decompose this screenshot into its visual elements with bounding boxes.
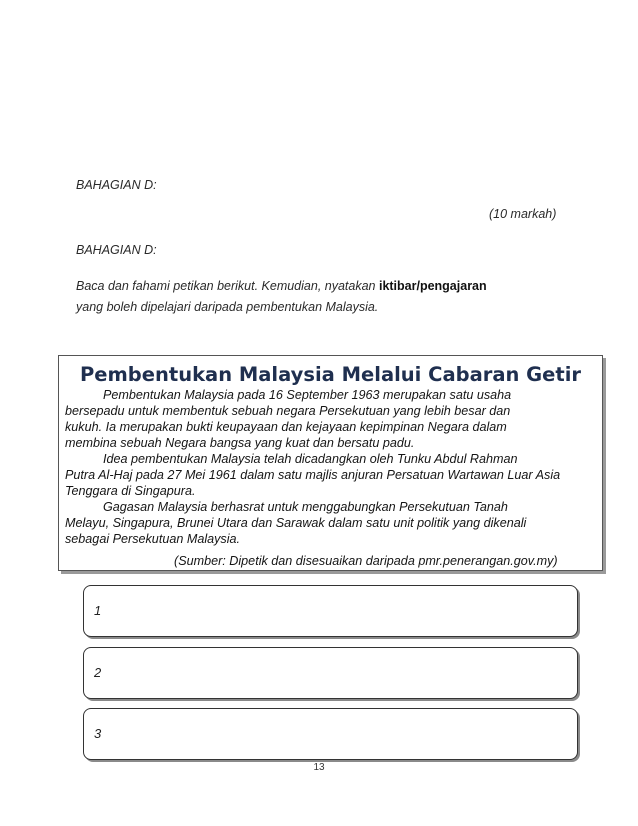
passage-line: sebagai Persekutuan Malaysia. bbox=[65, 532, 241, 546]
answer-number: 3 bbox=[94, 726, 102, 741]
passage-line: Melayu, Singapura, Brunei Utara dan Sarawak dalam satu unit politik yang dikenali bbox=[65, 516, 527, 530]
passage-source: (Sumber: Dipetik dan disesuaikan daripada pmr.penerangan.gov.my) bbox=[174, 554, 558, 568]
passage-line: membina sebuah Negara bangsa yang kuat dan bersatu padu. bbox=[65, 436, 415, 450]
section-heading: BAHAGIAN D: bbox=[76, 178, 157, 192]
passage-line: Tenggara di Singapura. bbox=[65, 484, 196, 498]
passage-line: Putra Al-Haj pada 27 Mei 1961 dalam satu majlis anjuran Persatuan Wartawan Luar Asia bbox=[65, 468, 561, 482]
instruction-keyword: iktibar/pengajaran bbox=[378, 279, 487, 293]
passage-line: Pembentukan Malaysia pada 16 September 1963 merupakan satu usaha bbox=[103, 388, 512, 402]
answer-number: 1 bbox=[94, 603, 102, 618]
passage-line: bersepadu untuk membentuk sebuah negara Persekutuan yang lebih besar dan bbox=[65, 404, 511, 418]
page-number: 13 bbox=[313, 762, 325, 773]
instruction-line-1 bbox=[76, 279, 487, 293]
instruction-text: Baca dan fahami petikan berikut. Kemudian, nyatakan bbox=[76, 279, 379, 293]
answer-box-2[interactable] bbox=[83, 647, 578, 699]
section-heading-repeat: BAHAGIAN D: bbox=[76, 243, 157, 257]
answer-box-1[interactable] bbox=[83, 585, 578, 637]
passage-line: Idea pembentukan Malaysia telah dicadangkan oleh Tunku Abdul Rahman bbox=[103, 452, 518, 466]
instruction-line-2: yang boleh dipelajari daripada pembentukan Malaysia. bbox=[76, 300, 379, 314]
answer-number: 2 bbox=[94, 665, 102, 680]
passage-line: Gagasan Malaysia berhasrat untuk menggabungkan Persekutuan Tanah bbox=[103, 500, 508, 514]
passage-box bbox=[58, 355, 603, 571]
marks-label: (10 markah) bbox=[489, 207, 557, 221]
answer-box-3[interactable] bbox=[83, 708, 578, 760]
passage-line: kukuh. Ia merupakan bukti keupayaan dan kejayaan kepimpinan Negara dalam bbox=[65, 420, 507, 434]
passage-title: Pembentukan Malaysia Melalui Cabaran Getir bbox=[79, 363, 582, 386]
